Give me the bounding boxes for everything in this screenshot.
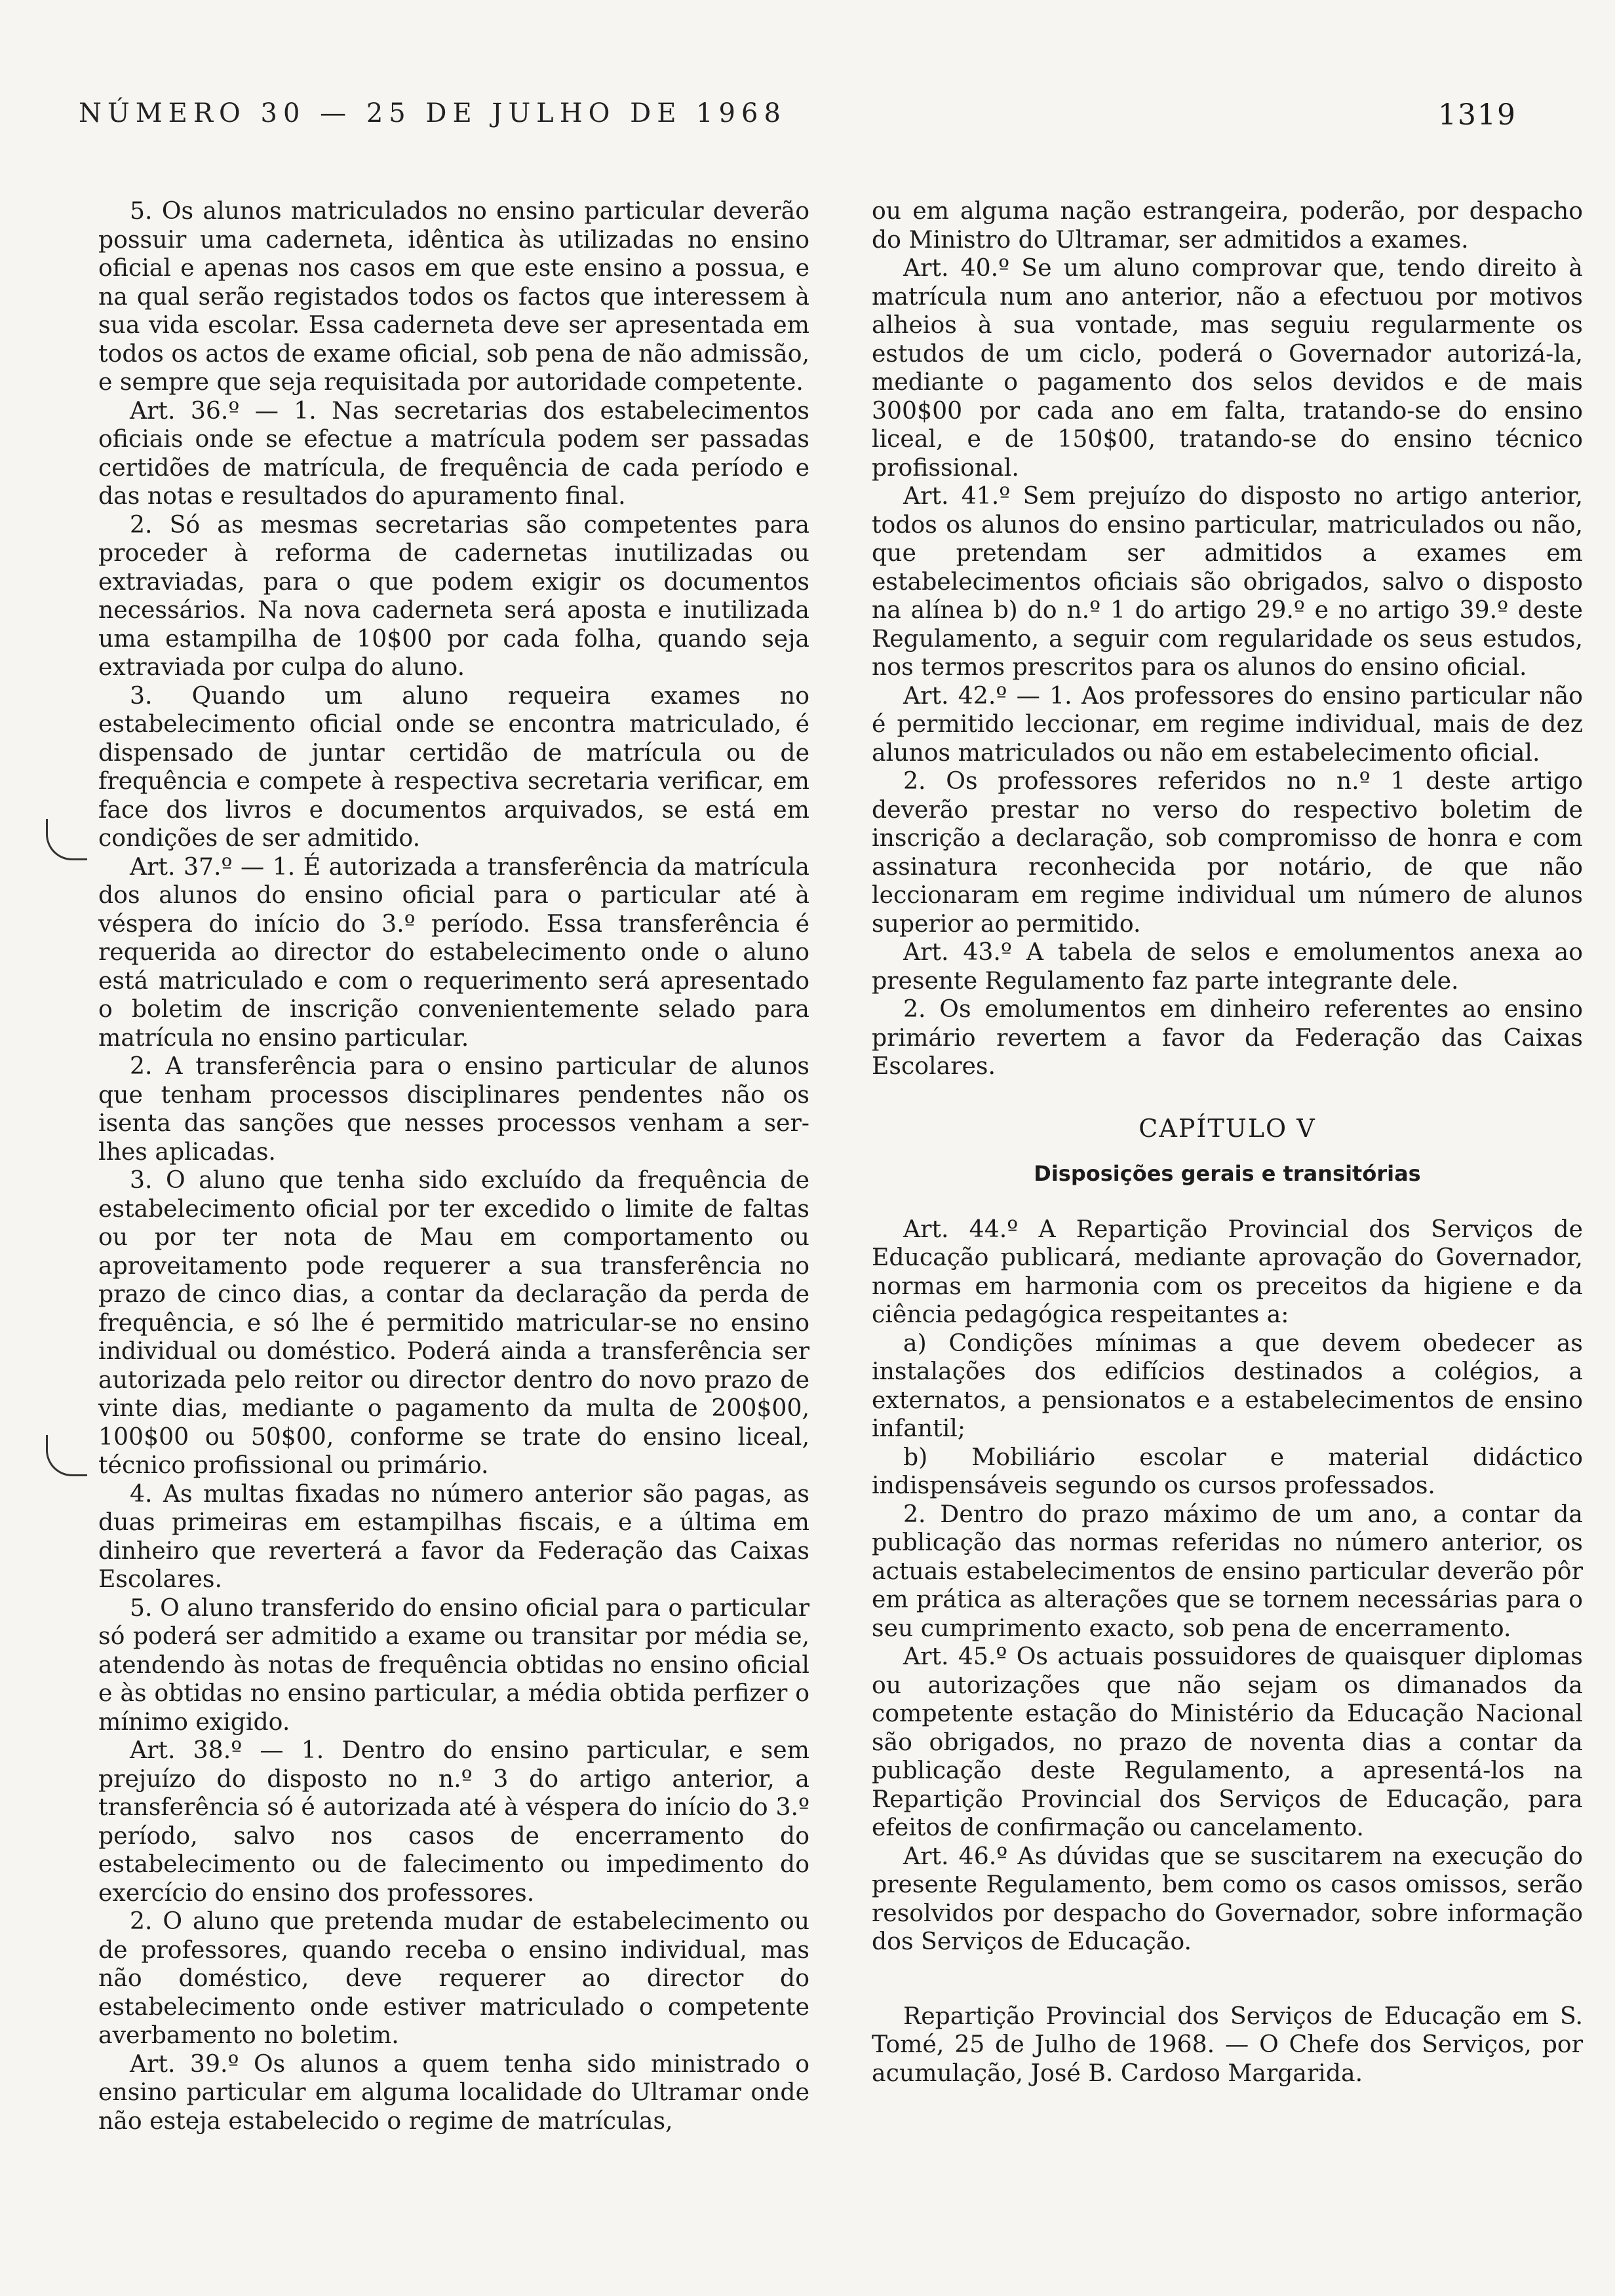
paragraph: 2. Os emolumentos em dinheiro referentes ao ensino primário revertem a favor da Federação das Caixas Escolares. xyxy=(872,995,1583,1080)
paragraph: a) Condições mínimas a que devem obedecer as instalações dos edifícios destinados a colégios, a externatos, a pensionatos e a estabelecimentos de ensino infantil; xyxy=(872,1328,1583,1442)
paragraph: 5. Os alunos matriculados no ensino particular deverão possuir uma caderneta, idêntica às utilizadas no ensino oficial e apenas nos casos em que este ensino a possua, e na qual serão registados todos os factos que interessem à sua vida escolar. Essa caderneta deve ser apresentada em todos os actos de exame oficial, sob pena de não admissão, e sempre que seja requisitada por autoridade competente. xyxy=(98,197,809,396)
paragraph: 3. Quando um aluno requeira exames no estabelecimento oficial onde se encontra matriculado, é dispensado de juntar certidão de matrícula ou de frequência e compete à respectiva secretaria verificar, em face dos livros e documentos arquivados, se está em condições de ser admitido. xyxy=(98,681,809,852)
paragraph: Art. 37.º — 1. É autorizada a transferência da matrícula dos alunos do ensino oficial para o particular até à véspera do início do 3.º período. Essa transferência é requerida ao director do estabelecimento onde o aluno está matriculado e com o requerimento será apresentado o boletim de inscrição convenientemente selado para matrícula no ensino particular. xyxy=(98,852,809,1052)
margin-bracket-mark xyxy=(46,819,87,860)
margin-bracket-mark xyxy=(46,1435,87,1476)
paragraph: Art. 42.º — 1. Aos professores do ensino particular não é permitido leccionar, em regime individual, mais de dez alunos matriculados ou não em estabelecimento oficial. xyxy=(872,681,1583,767)
paragraph: ou em alguma nação estrangeira, poderão, por despacho do Ministro do Ultramar, ser admitidos a exames. xyxy=(872,197,1583,254)
paragraph: 2. A transferência para o ensino particular de alunos que tenham processos disciplinares pendentes não os isenta das sanções que nesses processos venham a ser-lhes aplicadas. xyxy=(98,1052,809,1166)
header-title: NÚMERO 30 — 25 DE JULHO DE 1968 xyxy=(79,98,787,128)
paragraph: Art. 44.º A Repartição Provincial dos Serviços de Educação publicará, mediante aprovação do Governador, normas em harmonia com os preceitos da higiene e da ciência pedagógica respeitantes a: xyxy=(872,1214,1583,1328)
page-number: 1319 xyxy=(1438,98,1517,132)
paragraph: 4. As multas fixadas no número anterior são pagas, as duas primeiras em estampilhas fiscais, e a última em dinheiro que reverterá a favor da Federação das Caixas Escolares. xyxy=(98,1479,809,1593)
paragraph: 2. Só as mesmas secretarias são competentes para proceder à reforma de cadernetas inutilizadas ou extraviadas, para o que podem exigir os documentos necessários. Na nova caderneta será aposta e inutilizada uma estampilha de 10$00 por cada folha, quando seja extraviada por culpa do aluno. xyxy=(98,510,809,681)
page-header xyxy=(0,98,1615,144)
paragraph: b) Mobiliário escolar e material didáctico indispensáveis segundo os cursos professados. xyxy=(872,1442,1583,1499)
paragraph: 2. Os professores referidos no n.º 1 deste artigo deverão prestar no verso do respectivo boletim de inscrição a declaração, sob compromisso de honra e com assinatura reconhecida por notário, de que não leccionaram em regime individual um número de alunos superior ao permitido. xyxy=(872,767,1583,938)
paragraph: Art. 36.º — 1. Nas secretarias dos estabelecimentos oficiais onde se efectue a matrícula podem ser passadas certidões de matrícula, de frequência de cada período e das notas e resultados do apuramento final. xyxy=(98,396,809,510)
paragraph: Art. 45.º Os actuais possuidores de quaisquer diplomas ou autorizações que não sejam os dimanados da competente estação do Ministério da Educação Nacional são obrigados, no prazo de noventa dias a contar da publicação deste Regulamento, a apresentá-los na Repartição Provincial dos Serviços de Educação, para efeitos de confirmação ou cancelamento. xyxy=(872,1642,1583,1841)
paragraph: Art. 43.º A tabela de selos e emolumentos anexa ao presente Regulamento faz parte integrante dele. xyxy=(872,938,1583,995)
paragraph: 5. O aluno transferido do ensino oficial para o particular só poderá ser admitido a exame ou transitar por média se, atendendo às notas de frequência obtidas no ensino oficial e às obtidas no ensino particular, a média obtida perfizer o mínimo exigido. xyxy=(98,1593,809,1736)
signature-block: Repartição Provincial dos Serviços de Educação em S. Tomé, 25 de Julho de 1968. — O Chefe dos Serviços, por acumulação, José B. Cardoso Margarida. xyxy=(872,2001,1583,2087)
left-column xyxy=(98,197,809,2135)
paragraph: 3. O aluno que tenha sido excluído da frequência de estabelecimento oficial por ter excedido o limite de faltas ou por ter nota de Mau em comportamento ou aproveitamento pode requerer a sua transferência no prazo de cinco dias, a contar da declaração da perda de frequência, e só lhe é permitido matricular-se no ensino individual ou doméstico. Poderá ainda a transferência ser autorizada pelo reitor ou director dentro do novo prazo de vinte dias, mediante o pagamento da multa de 200$00, 100$00 ou 50$00, conforme se trate do ensino liceal, técnico profissional ou primário. xyxy=(98,1166,809,1479)
paragraph: Art. 46.º As dúvidas que se suscitarem na execução do presente Regulamento, bem como os casos omissos, serão resolvidos por despacho do Governador, sobre informação dos Serviços de Educação. xyxy=(872,1841,1583,1955)
paragraph: Art. 40.º Se um aluno comprovar que, tendo direito à matrícula num ano anterior, não a efectuou por motivos alheios à sua vontade, mas seguiu regularmente os estudos de um ciclo, poderá o Governador autorizá-la, mediante o pagamento dos selos devidos e de mais 300$00 por cada ano em falta, tratando-se do ensino liceal, e de 150$00, tratando-se do ensino técnico profissional. xyxy=(872,254,1583,482)
paragraph: Art. 39.º Os alunos a quem tenha sido ministrado o ensino particular em alguma localidade do Ultramar onde não esteja estabelecido o regime de matrículas, xyxy=(98,2049,809,2135)
paragraph: 2. Dentro do prazo máximo de um ano, a contar da publicação das normas referidas no número anterior, os actuais estabelecimentos de ensino particular deverão pôr em prática as alterações que se tornem necessárias para o seu cumprimento exacto, sob pena de encerramento. xyxy=(872,1499,1583,1642)
chapter-title: CAPÍTULO V xyxy=(1138,1113,1316,1143)
right-column xyxy=(872,197,1583,2087)
paragraph: Art. 41.º Sem prejuízo do disposto no artigo anterior, todos os alunos do ensino particular, matriculados ou não, que pretendam ser admitidos a exames em estabelecimentos oficiais são obrigados, salvo o disposto na alínea b) do n.º 1 do artigo 29.º e no artigo 39.º deste Regulamento, a seguir com regularidade os seus estudos, nos termos prescritos para os alunos do ensino oficial. xyxy=(872,482,1583,681)
chapter-subtitle: Disposições gerais e transitórias xyxy=(1034,1161,1421,1186)
paragraph: 2. O aluno que pretenda mudar de estabelecimento ou de professores, quando receba o ensino individual, mas não doméstico, deve requerer ao director do estabelecimento onde estiver matriculado o competente averbamento no boletim. xyxy=(98,1907,809,2049)
paragraph: Art. 38.º — 1. Dentro do ensino particular, e sem prejuízo do disposto no n.º 3 do artigo anterior, a transferência só é autorizada até à véspera do início do 3.º período, salvo nos casos de encerramento do estabelecimento ou de falecimento ou impedimento do exercício do ensino dos professores. xyxy=(98,1736,809,1907)
